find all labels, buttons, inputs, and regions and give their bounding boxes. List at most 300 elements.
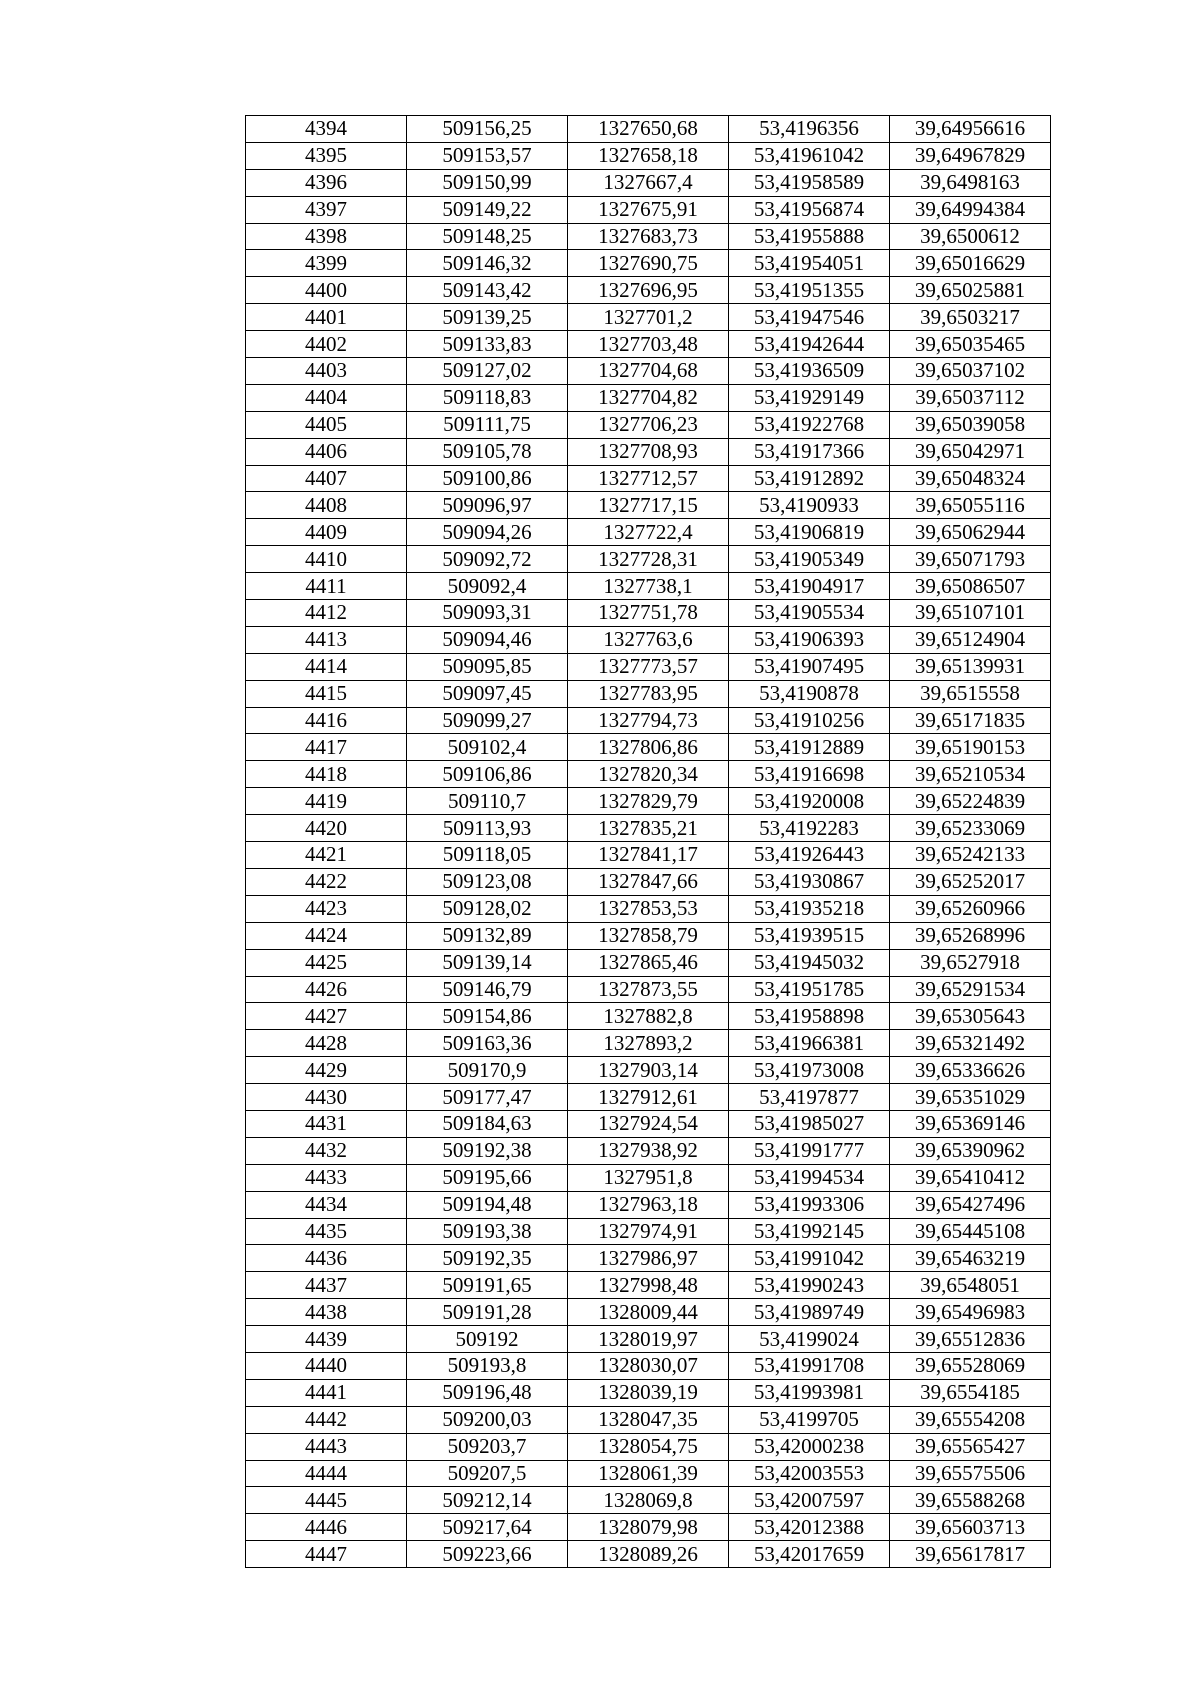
y-coordinate-cell: 1327938,92	[568, 1137, 729, 1164]
y-coordinate-cell: 1327696,95	[568, 277, 729, 304]
y-coordinate-cell: 1327783,95	[568, 680, 729, 707]
longitude-cell: 39,65210534	[890, 761, 1051, 788]
table-row	[246, 1460, 1051, 1487]
latitude-cell: 53,41942644	[729, 331, 890, 358]
point-number-cell: 4397	[246, 196, 407, 223]
point-number-cell: 4439	[246, 1326, 407, 1353]
x-coordinate-cell: 509207,5	[407, 1460, 568, 1487]
latitude-cell: 53,42012388	[729, 1514, 890, 1541]
point-number-cell: 4395	[246, 142, 407, 169]
x-coordinate-cell: 509128,02	[407, 895, 568, 922]
point-number-cell: 4402	[246, 331, 407, 358]
table-row	[246, 1057, 1051, 1084]
point-number-cell: 4411	[246, 573, 407, 600]
y-coordinate-cell: 1327986,97	[568, 1245, 729, 1272]
point-number-cell: 4435	[246, 1218, 407, 1245]
x-coordinate-cell: 509154,86	[407, 1003, 568, 1030]
longitude-cell: 39,65016629	[890, 250, 1051, 277]
latitude-cell: 53,41929149	[729, 384, 890, 411]
latitude-cell: 53,41993981	[729, 1379, 890, 1406]
table-row	[246, 438, 1051, 465]
y-coordinate-cell: 1327704,82	[568, 384, 729, 411]
y-coordinate-cell: 1327704,68	[568, 358, 729, 385]
longitude-cell: 39,65336626	[890, 1057, 1051, 1084]
latitude-cell: 53,4199024	[729, 1326, 890, 1353]
x-coordinate-cell: 509192,38	[407, 1137, 568, 1164]
point-number-cell: 4396	[246, 169, 407, 196]
latitude-cell: 53,41922768	[729, 411, 890, 438]
latitude-cell: 53,41906393	[729, 626, 890, 653]
longitude-cell: 39,6498163	[890, 169, 1051, 196]
longitude-cell: 39,65351029	[890, 1084, 1051, 1111]
latitude-cell: 53,41966381	[729, 1030, 890, 1057]
table-row	[246, 949, 1051, 976]
table-row	[246, 196, 1051, 223]
table-row	[246, 626, 1051, 653]
point-number-cell: 4405	[246, 411, 407, 438]
x-coordinate-cell: 509194,48	[407, 1191, 568, 1218]
longitude-cell: 39,65554208	[890, 1406, 1051, 1433]
y-coordinate-cell: 1327882,8	[568, 1003, 729, 1030]
y-coordinate-cell: 1327873,55	[568, 976, 729, 1003]
table-row	[246, 815, 1051, 842]
x-coordinate-cell: 509118,83	[407, 384, 568, 411]
table-row	[246, 1514, 1051, 1541]
longitude-cell: 39,65233069	[890, 815, 1051, 842]
point-number-cell: 4419	[246, 788, 407, 815]
point-number-cell: 4416	[246, 707, 407, 734]
table-row	[246, 868, 1051, 895]
latitude-cell: 53,41920008	[729, 788, 890, 815]
latitude-cell: 53,4197877	[729, 1084, 890, 1111]
point-number-cell: 4444	[246, 1460, 407, 1487]
y-coordinate-cell: 1328030,07	[568, 1352, 729, 1379]
latitude-cell: 53,41958898	[729, 1003, 890, 1030]
latitude-cell: 53,41951785	[729, 976, 890, 1003]
latitude-cell: 53,41985027	[729, 1110, 890, 1137]
y-coordinate-cell: 1327650,68	[568, 116, 729, 143]
table-row	[246, 1164, 1051, 1191]
point-number-cell: 4440	[246, 1352, 407, 1379]
x-coordinate-cell: 509203,7	[407, 1433, 568, 1460]
latitude-cell: 53,41992145	[729, 1218, 890, 1245]
longitude-cell: 39,65463219	[890, 1245, 1051, 1272]
longitude-cell: 39,65512836	[890, 1326, 1051, 1353]
table-row	[246, 1272, 1051, 1299]
longitude-cell: 39,65617817	[890, 1541, 1051, 1568]
table-row	[246, 384, 1051, 411]
longitude-cell: 39,65086507	[890, 573, 1051, 600]
point-number-cell: 4403	[246, 358, 407, 385]
x-coordinate-cell: 509153,57	[407, 142, 568, 169]
table-row	[246, 976, 1051, 1003]
point-number-cell: 4438	[246, 1299, 407, 1326]
y-coordinate-cell: 1327728,31	[568, 546, 729, 573]
longitude-cell: 39,6554185	[890, 1379, 1051, 1406]
x-coordinate-cell: 509105,78	[407, 438, 568, 465]
x-coordinate-cell: 509217,64	[407, 1514, 568, 1541]
y-coordinate-cell: 1327658,18	[568, 142, 729, 169]
y-coordinate-cell: 1328061,39	[568, 1460, 729, 1487]
longitude-cell: 39,6527918	[890, 949, 1051, 976]
y-coordinate-cell: 1327912,61	[568, 1084, 729, 1111]
longitude-cell: 39,6548051	[890, 1272, 1051, 1299]
longitude-cell: 39,65252017	[890, 868, 1051, 895]
x-coordinate-cell: 509184,63	[407, 1110, 568, 1137]
table-row	[246, 1030, 1051, 1057]
latitude-cell: 53,41990243	[729, 1272, 890, 1299]
x-coordinate-cell: 509196,48	[407, 1379, 568, 1406]
longitude-cell: 39,65603713	[890, 1514, 1051, 1541]
latitude-cell: 53,41916698	[729, 761, 890, 788]
x-coordinate-cell: 509100,86	[407, 465, 568, 492]
table-row	[246, 922, 1051, 949]
y-coordinate-cell: 1327841,17	[568, 842, 729, 869]
longitude-cell: 39,65575506	[890, 1460, 1051, 1487]
y-coordinate-cell: 1327722,4	[568, 519, 729, 546]
latitude-cell: 53,41951355	[729, 277, 890, 304]
latitude-cell: 53,41912889	[729, 734, 890, 761]
table-row	[246, 1245, 1051, 1272]
y-coordinate-cell: 1327667,4	[568, 169, 729, 196]
x-coordinate-cell: 509177,47	[407, 1084, 568, 1111]
point-number-cell: 4399	[246, 250, 407, 277]
x-coordinate-cell: 509149,22	[407, 196, 568, 223]
y-coordinate-cell: 1327773,57	[568, 653, 729, 680]
table-row	[246, 546, 1051, 573]
y-coordinate-cell: 1327829,79	[568, 788, 729, 815]
point-number-cell: 4400	[246, 277, 407, 304]
longitude-cell: 39,65062944	[890, 519, 1051, 546]
longitude-cell: 39,65071793	[890, 546, 1051, 573]
longitude-cell: 39,65048324	[890, 465, 1051, 492]
table-row	[246, 1003, 1051, 1030]
latitude-cell: 53,42017659	[729, 1541, 890, 1568]
table-row	[246, 895, 1051, 922]
longitude-cell: 39,65588268	[890, 1487, 1051, 1514]
y-coordinate-cell: 1328079,98	[568, 1514, 729, 1541]
point-number-cell: 4430	[246, 1084, 407, 1111]
point-number-cell: 4408	[246, 492, 407, 519]
latitude-cell: 53,41935218	[729, 895, 890, 922]
table-row	[246, 573, 1051, 600]
latitude-cell: 53,41930867	[729, 868, 890, 895]
x-coordinate-cell: 509132,89	[407, 922, 568, 949]
table-row	[246, 465, 1051, 492]
x-coordinate-cell: 509212,14	[407, 1487, 568, 1514]
y-coordinate-cell: 1328089,26	[568, 1541, 729, 1568]
latitude-cell: 53,41936509	[729, 358, 890, 385]
point-number-cell: 4443	[246, 1433, 407, 1460]
point-number-cell: 4426	[246, 976, 407, 1003]
y-coordinate-cell: 1327717,15	[568, 492, 729, 519]
point-number-cell: 4432	[246, 1137, 407, 1164]
point-number-cell: 4420	[246, 815, 407, 842]
y-coordinate-cell: 1327853,53	[568, 895, 729, 922]
point-number-cell: 4437	[246, 1272, 407, 1299]
table-row	[246, 304, 1051, 331]
point-number-cell: 4418	[246, 761, 407, 788]
longitude-cell: 39,65171835	[890, 707, 1051, 734]
longitude-cell: 39,64967829	[890, 142, 1051, 169]
longitude-cell: 39,65305643	[890, 1003, 1051, 1030]
y-coordinate-cell: 1328047,35	[568, 1406, 729, 1433]
latitude-cell: 53,41994534	[729, 1164, 890, 1191]
longitude-cell: 39,65107101	[890, 600, 1051, 627]
point-number-cell: 4410	[246, 546, 407, 573]
y-coordinate-cell: 1327820,34	[568, 761, 729, 788]
y-coordinate-cell: 1327675,91	[568, 196, 729, 223]
longitude-cell: 39,65037102	[890, 358, 1051, 385]
table-row	[246, 1191, 1051, 1218]
latitude-cell: 53,41958589	[729, 169, 890, 196]
latitude-cell: 53,41912892	[729, 465, 890, 492]
table-row	[246, 1137, 1051, 1164]
longitude-cell: 39,65410412	[890, 1164, 1051, 1191]
table-row	[246, 1326, 1051, 1353]
longitude-cell: 39,65528069	[890, 1352, 1051, 1379]
x-coordinate-cell: 509093,31	[407, 600, 568, 627]
latitude-cell: 53,4190878	[729, 680, 890, 707]
table-row	[246, 734, 1051, 761]
point-number-cell: 4424	[246, 922, 407, 949]
point-number-cell: 4429	[246, 1057, 407, 1084]
point-number-cell: 4398	[246, 223, 407, 250]
longitude-cell: 39,65055116	[890, 492, 1051, 519]
longitude-cell: 39,65139931	[890, 653, 1051, 680]
y-coordinate-cell: 1327903,14	[568, 1057, 729, 1084]
latitude-cell: 53,42000238	[729, 1433, 890, 1460]
latitude-cell: 53,4192283	[729, 815, 890, 842]
point-number-cell: 4427	[246, 1003, 407, 1030]
table-row	[246, 707, 1051, 734]
point-number-cell: 4447	[246, 1541, 407, 1568]
longitude-cell: 39,6503217	[890, 304, 1051, 331]
y-coordinate-cell: 1327806,86	[568, 734, 729, 761]
longitude-cell: 39,64994384	[890, 196, 1051, 223]
latitude-cell: 53,41906819	[729, 519, 890, 546]
latitude-cell: 53,41973008	[729, 1057, 890, 1084]
longitude-cell: 39,6500612	[890, 223, 1051, 250]
longitude-cell: 39,65039058	[890, 411, 1051, 438]
point-number-cell: 4406	[246, 438, 407, 465]
table-row	[246, 116, 1051, 143]
point-number-cell: 4414	[246, 653, 407, 680]
longitude-cell: 39,65124904	[890, 626, 1051, 653]
latitude-cell: 53,42003553	[729, 1460, 890, 1487]
point-number-cell: 4434	[246, 1191, 407, 1218]
x-coordinate-cell: 509097,45	[407, 680, 568, 707]
point-number-cell: 4441	[246, 1379, 407, 1406]
x-coordinate-cell: 509113,93	[407, 815, 568, 842]
y-coordinate-cell: 1327974,91	[568, 1218, 729, 1245]
x-coordinate-cell: 509143,42	[407, 277, 568, 304]
latitude-cell: 53,41910256	[729, 707, 890, 734]
x-coordinate-cell: 509127,02	[407, 358, 568, 385]
y-coordinate-cell: 1327951,8	[568, 1164, 729, 1191]
y-coordinate-cell: 1327701,2	[568, 304, 729, 331]
longitude-cell: 39,65369146	[890, 1110, 1051, 1137]
latitude-cell: 53,41991777	[729, 1137, 890, 1164]
point-number-cell: 4422	[246, 868, 407, 895]
x-coordinate-cell: 509170,9	[407, 1057, 568, 1084]
latitude-cell: 53,41991708	[729, 1352, 890, 1379]
y-coordinate-cell: 1327847,66	[568, 868, 729, 895]
point-number-cell: 4428	[246, 1030, 407, 1057]
latitude-cell: 53,41947546	[729, 304, 890, 331]
x-coordinate-cell: 509133,83	[407, 331, 568, 358]
x-coordinate-cell: 509156,25	[407, 116, 568, 143]
point-number-cell: 4401	[246, 304, 407, 331]
x-coordinate-cell: 509200,03	[407, 1406, 568, 1433]
y-coordinate-cell: 1328069,8	[568, 1487, 729, 1514]
y-coordinate-cell: 1327703,48	[568, 331, 729, 358]
y-coordinate-cell: 1327708,93	[568, 438, 729, 465]
latitude-cell: 53,41955888	[729, 223, 890, 250]
longitude-cell: 39,65035465	[890, 331, 1051, 358]
latitude-cell: 53,41956874	[729, 196, 890, 223]
table-row	[246, 331, 1051, 358]
y-coordinate-cell: 1327751,78	[568, 600, 729, 627]
table-row	[246, 1379, 1051, 1406]
longitude-cell: 39,65025881	[890, 277, 1051, 304]
y-coordinate-cell: 1327835,21	[568, 815, 729, 842]
table-row	[246, 358, 1051, 385]
latitude-cell: 53,41991042	[729, 1245, 890, 1272]
longitude-cell: 39,65190153	[890, 734, 1051, 761]
latitude-cell: 53,41905534	[729, 600, 890, 627]
y-coordinate-cell: 1327683,73	[568, 223, 729, 250]
x-coordinate-cell: 509191,28	[407, 1299, 568, 1326]
table-row	[246, 842, 1051, 869]
y-coordinate-cell: 1327763,6	[568, 626, 729, 653]
y-coordinate-cell: 1327893,2	[568, 1030, 729, 1057]
point-number-cell: 4407	[246, 465, 407, 492]
table-row	[246, 1541, 1051, 1568]
y-coordinate-cell: 1328054,75	[568, 1433, 729, 1460]
x-coordinate-cell: 509095,85	[407, 653, 568, 680]
y-coordinate-cell: 1327712,57	[568, 465, 729, 492]
latitude-cell: 53,41993306	[729, 1191, 890, 1218]
table-row	[246, 142, 1051, 169]
point-number-cell: 4409	[246, 519, 407, 546]
x-coordinate-cell: 509102,4	[407, 734, 568, 761]
longitude-cell: 39,65268996	[890, 922, 1051, 949]
latitude-cell: 53,41989749	[729, 1299, 890, 1326]
y-coordinate-cell: 1327738,1	[568, 573, 729, 600]
table-row	[246, 411, 1051, 438]
point-number-cell: 4404	[246, 384, 407, 411]
point-number-cell: 4433	[246, 1164, 407, 1191]
y-coordinate-cell: 1327706,23	[568, 411, 729, 438]
table-row	[246, 1352, 1051, 1379]
y-coordinate-cell: 1327865,46	[568, 949, 729, 976]
table-row	[246, 1110, 1051, 1137]
longitude-cell: 39,64956616	[890, 116, 1051, 143]
point-number-cell: 4412	[246, 600, 407, 627]
x-coordinate-cell: 509193,8	[407, 1352, 568, 1379]
x-coordinate-cell: 509192	[407, 1326, 568, 1353]
latitude-cell: 53,41917366	[729, 438, 890, 465]
x-coordinate-cell: 509192,35	[407, 1245, 568, 1272]
y-coordinate-cell: 1327794,73	[568, 707, 729, 734]
x-coordinate-cell: 509110,7	[407, 788, 568, 815]
y-coordinate-cell: 1328019,97	[568, 1326, 729, 1353]
latitude-cell: 53,41939515	[729, 922, 890, 949]
table-row	[246, 1084, 1051, 1111]
y-coordinate-cell: 1327924,54	[568, 1110, 729, 1137]
y-coordinate-cell: 1327690,75	[568, 250, 729, 277]
latitude-cell: 53,41904917	[729, 573, 890, 600]
x-coordinate-cell: 509099,27	[407, 707, 568, 734]
point-number-cell: 4421	[246, 842, 407, 869]
x-coordinate-cell: 509092,72	[407, 546, 568, 573]
latitude-cell: 53,4190933	[729, 492, 890, 519]
longitude-cell: 39,65321492	[890, 1030, 1051, 1057]
table-row	[246, 761, 1051, 788]
latitude-cell: 53,41905349	[729, 546, 890, 573]
table-row	[246, 519, 1051, 546]
table-row	[246, 1299, 1051, 1326]
table-row	[246, 1433, 1051, 1460]
point-number-cell: 4445	[246, 1487, 407, 1514]
table-row	[246, 169, 1051, 196]
x-coordinate-cell: 509223,66	[407, 1541, 568, 1568]
latitude-cell: 53,41926443	[729, 842, 890, 869]
x-coordinate-cell: 509191,65	[407, 1272, 568, 1299]
x-coordinate-cell: 509094,26	[407, 519, 568, 546]
x-coordinate-cell: 509092,4	[407, 573, 568, 600]
longitude-cell: 39,65242133	[890, 842, 1051, 869]
y-coordinate-cell: 1328039,19	[568, 1379, 729, 1406]
point-number-cell: 4436	[246, 1245, 407, 1272]
latitude-cell: 53,41945032	[729, 949, 890, 976]
point-number-cell: 4425	[246, 949, 407, 976]
coordinates-table	[245, 115, 1051, 1568]
x-coordinate-cell: 509123,08	[407, 868, 568, 895]
table-row	[246, 492, 1051, 519]
x-coordinate-cell: 509094,46	[407, 626, 568, 653]
table-row	[246, 653, 1051, 680]
table-row	[246, 788, 1051, 815]
table-row	[246, 1218, 1051, 1245]
y-coordinate-cell: 1327963,18	[568, 1191, 729, 1218]
x-coordinate-cell: 509148,25	[407, 223, 568, 250]
latitude-cell: 53,42007597	[729, 1487, 890, 1514]
point-number-cell: 4423	[246, 895, 407, 922]
x-coordinate-cell: 509195,66	[407, 1164, 568, 1191]
point-number-cell: 4442	[246, 1406, 407, 1433]
table-row	[246, 1406, 1051, 1433]
x-coordinate-cell: 509139,25	[407, 304, 568, 331]
point-number-cell: 4431	[246, 1110, 407, 1137]
longitude-cell: 39,65445108	[890, 1218, 1051, 1245]
coordinates-table-body	[246, 116, 1051, 1568]
point-number-cell: 4415	[246, 680, 407, 707]
table-row	[246, 680, 1051, 707]
x-coordinate-cell: 509163,36	[407, 1030, 568, 1057]
longitude-cell: 39,65390962	[890, 1137, 1051, 1164]
longitude-cell: 39,6515558	[890, 680, 1051, 707]
latitude-cell: 53,41961042	[729, 142, 890, 169]
point-number-cell: 4394	[246, 116, 407, 143]
table-row	[246, 1487, 1051, 1514]
table-row	[246, 600, 1051, 627]
x-coordinate-cell: 509106,86	[407, 761, 568, 788]
y-coordinate-cell: 1328009,44	[568, 1299, 729, 1326]
point-number-cell: 4417	[246, 734, 407, 761]
longitude-cell: 39,65037112	[890, 384, 1051, 411]
